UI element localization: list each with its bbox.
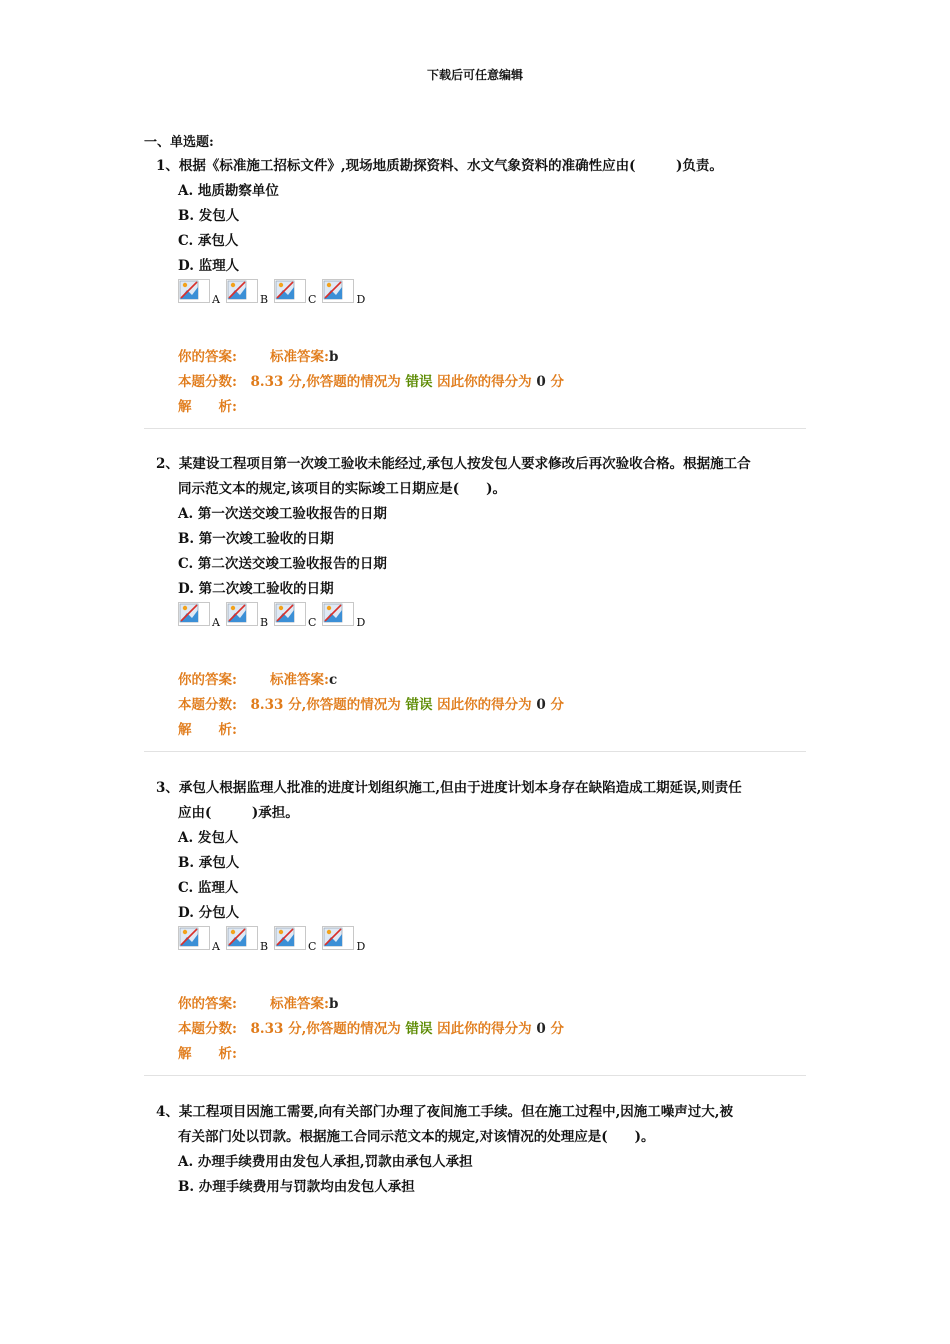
option-b: B. 办理手续费用与罚款均由发包人承担	[178, 1179, 415, 1195]
choice-a-image[interactable]	[178, 279, 220, 306]
answer-image-row	[156, 602, 806, 632]
std-answer-value: b	[328, 349, 339, 365]
question-2-text: 2、某建设工程项目第一次竣工验收未能经过,承包人按发包人要求修改后再次验收合格。根据施工合	[156, 456, 751, 472]
broken-image-icon	[274, 602, 306, 626]
score-unit: 分	[550, 374, 564, 390]
score-label: 本题分数:	[178, 1021, 237, 1037]
question-4-text: 4、某工程项目因施工需要,向有关部门办理了夜间施工手续。但在施工过程中,因施工噪声过大,被	[156, 1104, 733, 1120]
option-d: D. 监理人	[178, 258, 240, 274]
choice-label: D	[356, 616, 366, 629]
std-answer-label: 标准答案:	[270, 996, 329, 1012]
option-b: B. 发包人	[178, 208, 240, 224]
separator	[144, 428, 806, 429]
answer-line	[156, 345, 806, 370]
choice-label: C	[308, 616, 317, 629]
answer-line	[156, 992, 806, 1017]
choice-a-image[interactable]	[178, 926, 220, 953]
question-2	[156, 452, 806, 743]
section-title: 一、单选题:	[144, 135, 214, 150]
broken-image-icon	[274, 926, 306, 950]
analysis-line: 解 析:	[178, 722, 237, 738]
score-line	[156, 1017, 806, 1042]
choice-b-image[interactable]	[226, 926, 269, 953]
question-4-text-cont: 有关部门处以罚款。根据施工合同示范文本的规定,对该情况的处理应是( )。	[178, 1129, 655, 1145]
score-label: 本题分数:	[178, 697, 237, 713]
question-1-text: 1、根据《标准施工招标文件》,现场地质勘探资料、水文气象资料的准确性应由( )负责。	[156, 158, 723, 174]
score-label: 本题分数:	[178, 374, 237, 390]
choice-label: A	[212, 616, 220, 629]
choice-label: D	[356, 293, 366, 306]
score-zero: 0	[536, 374, 546, 390]
choice-c-image[interactable]	[274, 602, 317, 629]
question-4	[156, 1100, 806, 1200]
option-d: D. 第二次竣工验收的日期	[178, 581, 334, 597]
question-1	[156, 154, 806, 420]
question-3	[156, 776, 806, 1067]
broken-image-icon	[178, 926, 210, 950]
option-c: C. 第二次送交竣工验收报告的日期	[178, 556, 387, 572]
situation-text: 你答题的情况为	[306, 1021, 401, 1037]
score-unit: 分	[550, 697, 564, 713]
broken-image-icon	[178, 279, 210, 303]
option-a: A. 办理手续费用由发包人承担,罚款由承包人承担	[178, 1154, 473, 1170]
choice-b-image[interactable]	[226, 279, 269, 306]
choice-label: C	[308, 293, 317, 306]
choice-d-image[interactable]	[322, 279, 366, 306]
choice-label: D	[356, 940, 366, 953]
analysis-line: 解 析:	[178, 1046, 237, 1062]
choice-label: B	[259, 293, 269, 306]
page-header: 下载后可任意编辑	[426, 68, 523, 82]
broken-image-icon	[226, 279, 258, 303]
std-answer-label: 标准答案:	[270, 349, 329, 365]
choice-label: C	[308, 940, 317, 953]
question-3-text: 3、承包人根据监理人批准的进度计划组织施工,但由于进度计划本身存在缺陷造成工期延误,则责任	[156, 780, 742, 796]
option-c: C. 承包人	[178, 233, 239, 249]
broken-image-icon	[226, 926, 258, 950]
your-answer-label: 你的答案:	[178, 672, 237, 688]
score-zero: 0	[536, 1021, 546, 1037]
score-line	[156, 693, 806, 718]
choice-c-image[interactable]	[274, 926, 317, 953]
wrong-badge: 错误	[405, 1021, 433, 1037]
broken-image-icon	[322, 926, 354, 950]
score-unit: 分	[550, 1021, 564, 1037]
option-c: C. 监理人	[178, 880, 239, 896]
choice-label: B	[259, 616, 269, 629]
choice-label: B	[259, 940, 269, 953]
wrong-badge: 错误	[405, 374, 433, 390]
your-answer-label: 你的答案:	[178, 996, 237, 1012]
std-answer-value: c	[328, 672, 338, 688]
score-value: 8.33 分,	[250, 697, 307, 713]
choice-d-image[interactable]	[322, 926, 366, 953]
option-a: A. 发包人	[178, 830, 239, 846]
score-line	[156, 370, 806, 395]
option-d: D. 分包人	[178, 905, 240, 921]
question-3-text-cont: 应由( )承担。	[178, 805, 299, 821]
question-2-text-cont: 同示范文本的规定,该项目的实际竣工日期应是( )。	[178, 481, 506, 497]
situation-text: 你答题的情况为	[306, 697, 401, 713]
your-answer-label: 你的答案:	[178, 349, 237, 365]
situation-text: 你答题的情况为	[306, 374, 401, 390]
result-text: 因此你的得分为	[437, 697, 532, 713]
choice-label: A	[212, 940, 220, 953]
choice-label: A	[212, 293, 220, 306]
choice-c-image[interactable]	[274, 279, 317, 306]
score-value: 8.33 分,	[250, 374, 307, 390]
std-answer-value: b	[328, 996, 339, 1012]
choice-a-image[interactable]	[178, 602, 220, 629]
separator	[144, 751, 806, 752]
score-zero: 0	[536, 697, 546, 713]
broken-image-icon	[322, 602, 354, 626]
broken-image-icon	[274, 279, 306, 303]
wrong-badge: 错误	[405, 697, 433, 713]
option-a: A. 第一次送交竣工验收报告的日期	[178, 506, 387, 522]
result-text: 因此你的得分为	[437, 1021, 532, 1037]
std-answer-label: 标准答案:	[270, 672, 329, 688]
option-b: B. 承包人	[178, 855, 240, 871]
answer-image-row	[156, 926, 806, 956]
broken-image-icon	[226, 602, 258, 626]
answer-line	[156, 668, 806, 693]
score-value: 8.33 分,	[250, 1021, 307, 1037]
choice-d-image[interactable]	[322, 602, 366, 629]
choice-b-image[interactable]	[226, 602, 269, 629]
broken-image-icon	[178, 602, 210, 626]
option-b: B. 第一次竣工验收的日期	[178, 531, 334, 547]
option-a: A. 地质勘察单位	[178, 183, 279, 199]
result-text: 因此你的得分为	[437, 374, 532, 390]
broken-image-icon	[322, 279, 354, 303]
analysis-line: 解 析:	[178, 399, 237, 415]
separator	[144, 1075, 806, 1076]
answer-image-row	[156, 279, 806, 309]
